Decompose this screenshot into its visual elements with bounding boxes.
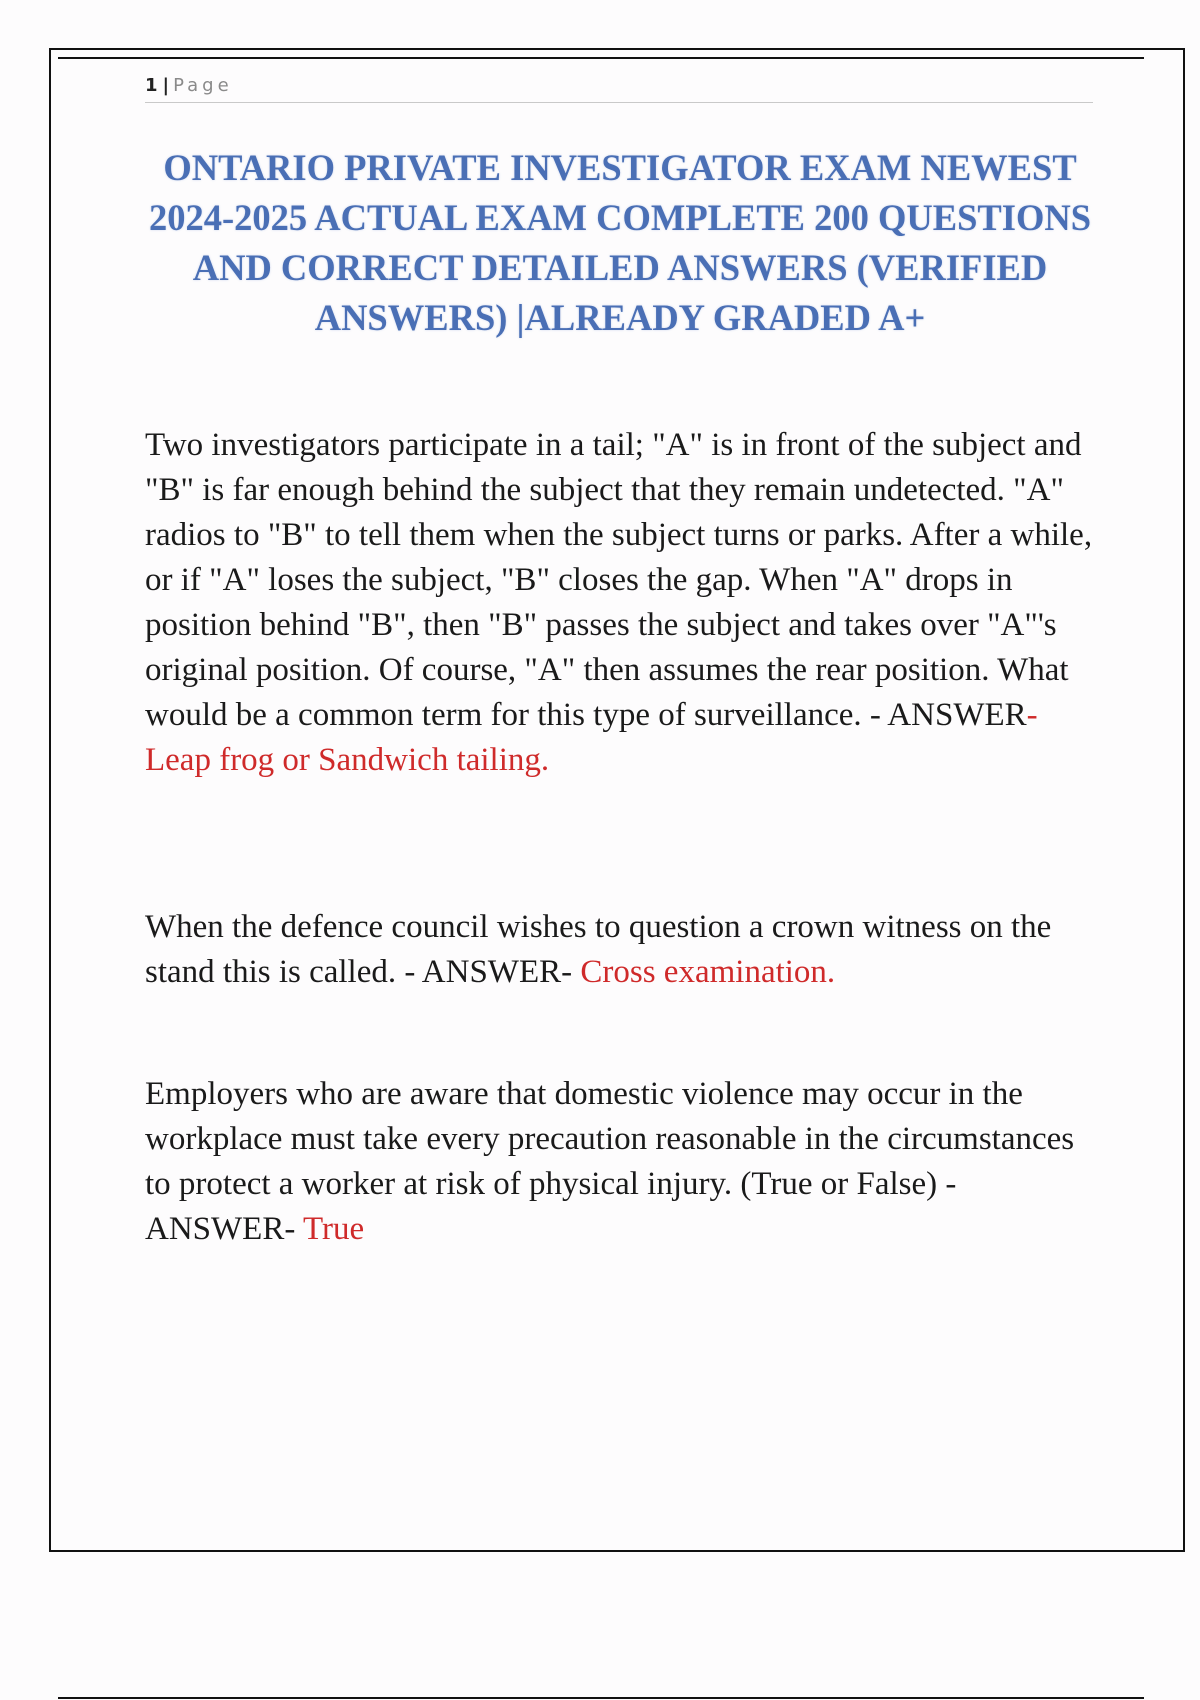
answer-text: - Leap frog or Sandwich tailing. bbox=[145, 697, 1038, 778]
answer-text: Cross examination. bbox=[580, 954, 836, 990]
qa-item-2 bbox=[145, 905, 1095, 995]
answer-text: True bbox=[302, 1211, 365, 1247]
question-text: Employers who are aware that domestic violence may occur in the workplace must take every precaution reasonable in the circumstances to protect a worker at risk of physical injury. (True or False) - ANSWER- bbox=[145, 1076, 1075, 1247]
qa-item-1 bbox=[145, 423, 1095, 783]
bottom-rule bbox=[58, 1697, 1144, 1699]
page-separator: | bbox=[162, 75, 170, 96]
page-number: 1 bbox=[145, 75, 158, 96]
document-title: ONTARIO PRIVATE INVESTIGATOR EXAM NEWEST 2024-2025 ACTUAL EXAM COMPLETE 200 QUESTIONS AND CORRECT DETAILED ANSWERS (VERIFIED ANSWERS) |ALREADY GRADED A+ bbox=[148, 147, 1091, 338]
question-text: Two investigators participate in a tail; "A" is in front of the subject and "B" is far enough behind the subject that they remain undetected. "A" radios to "B" to tell them when the subject turns or parks. After a while, or if "A" loses the subject, "B" closes the gap. When "A" drops in position behind "B", then "B" passes the subject and takes over "A"'s original position. Of course, "A" then assumes the rear position. What would be a common term for this type of surveillance. - ANSWER bbox=[145, 427, 1093, 733]
top-rule bbox=[58, 57, 1144, 59]
page-header bbox=[145, 72, 1093, 103]
qa-item-3 bbox=[145, 1072, 1095, 1252]
page-label: Page bbox=[173, 75, 233, 96]
question-text: When the defence council wishes to question a crown witness on the stand this is called. - ANSWER- bbox=[145, 909, 1052, 990]
